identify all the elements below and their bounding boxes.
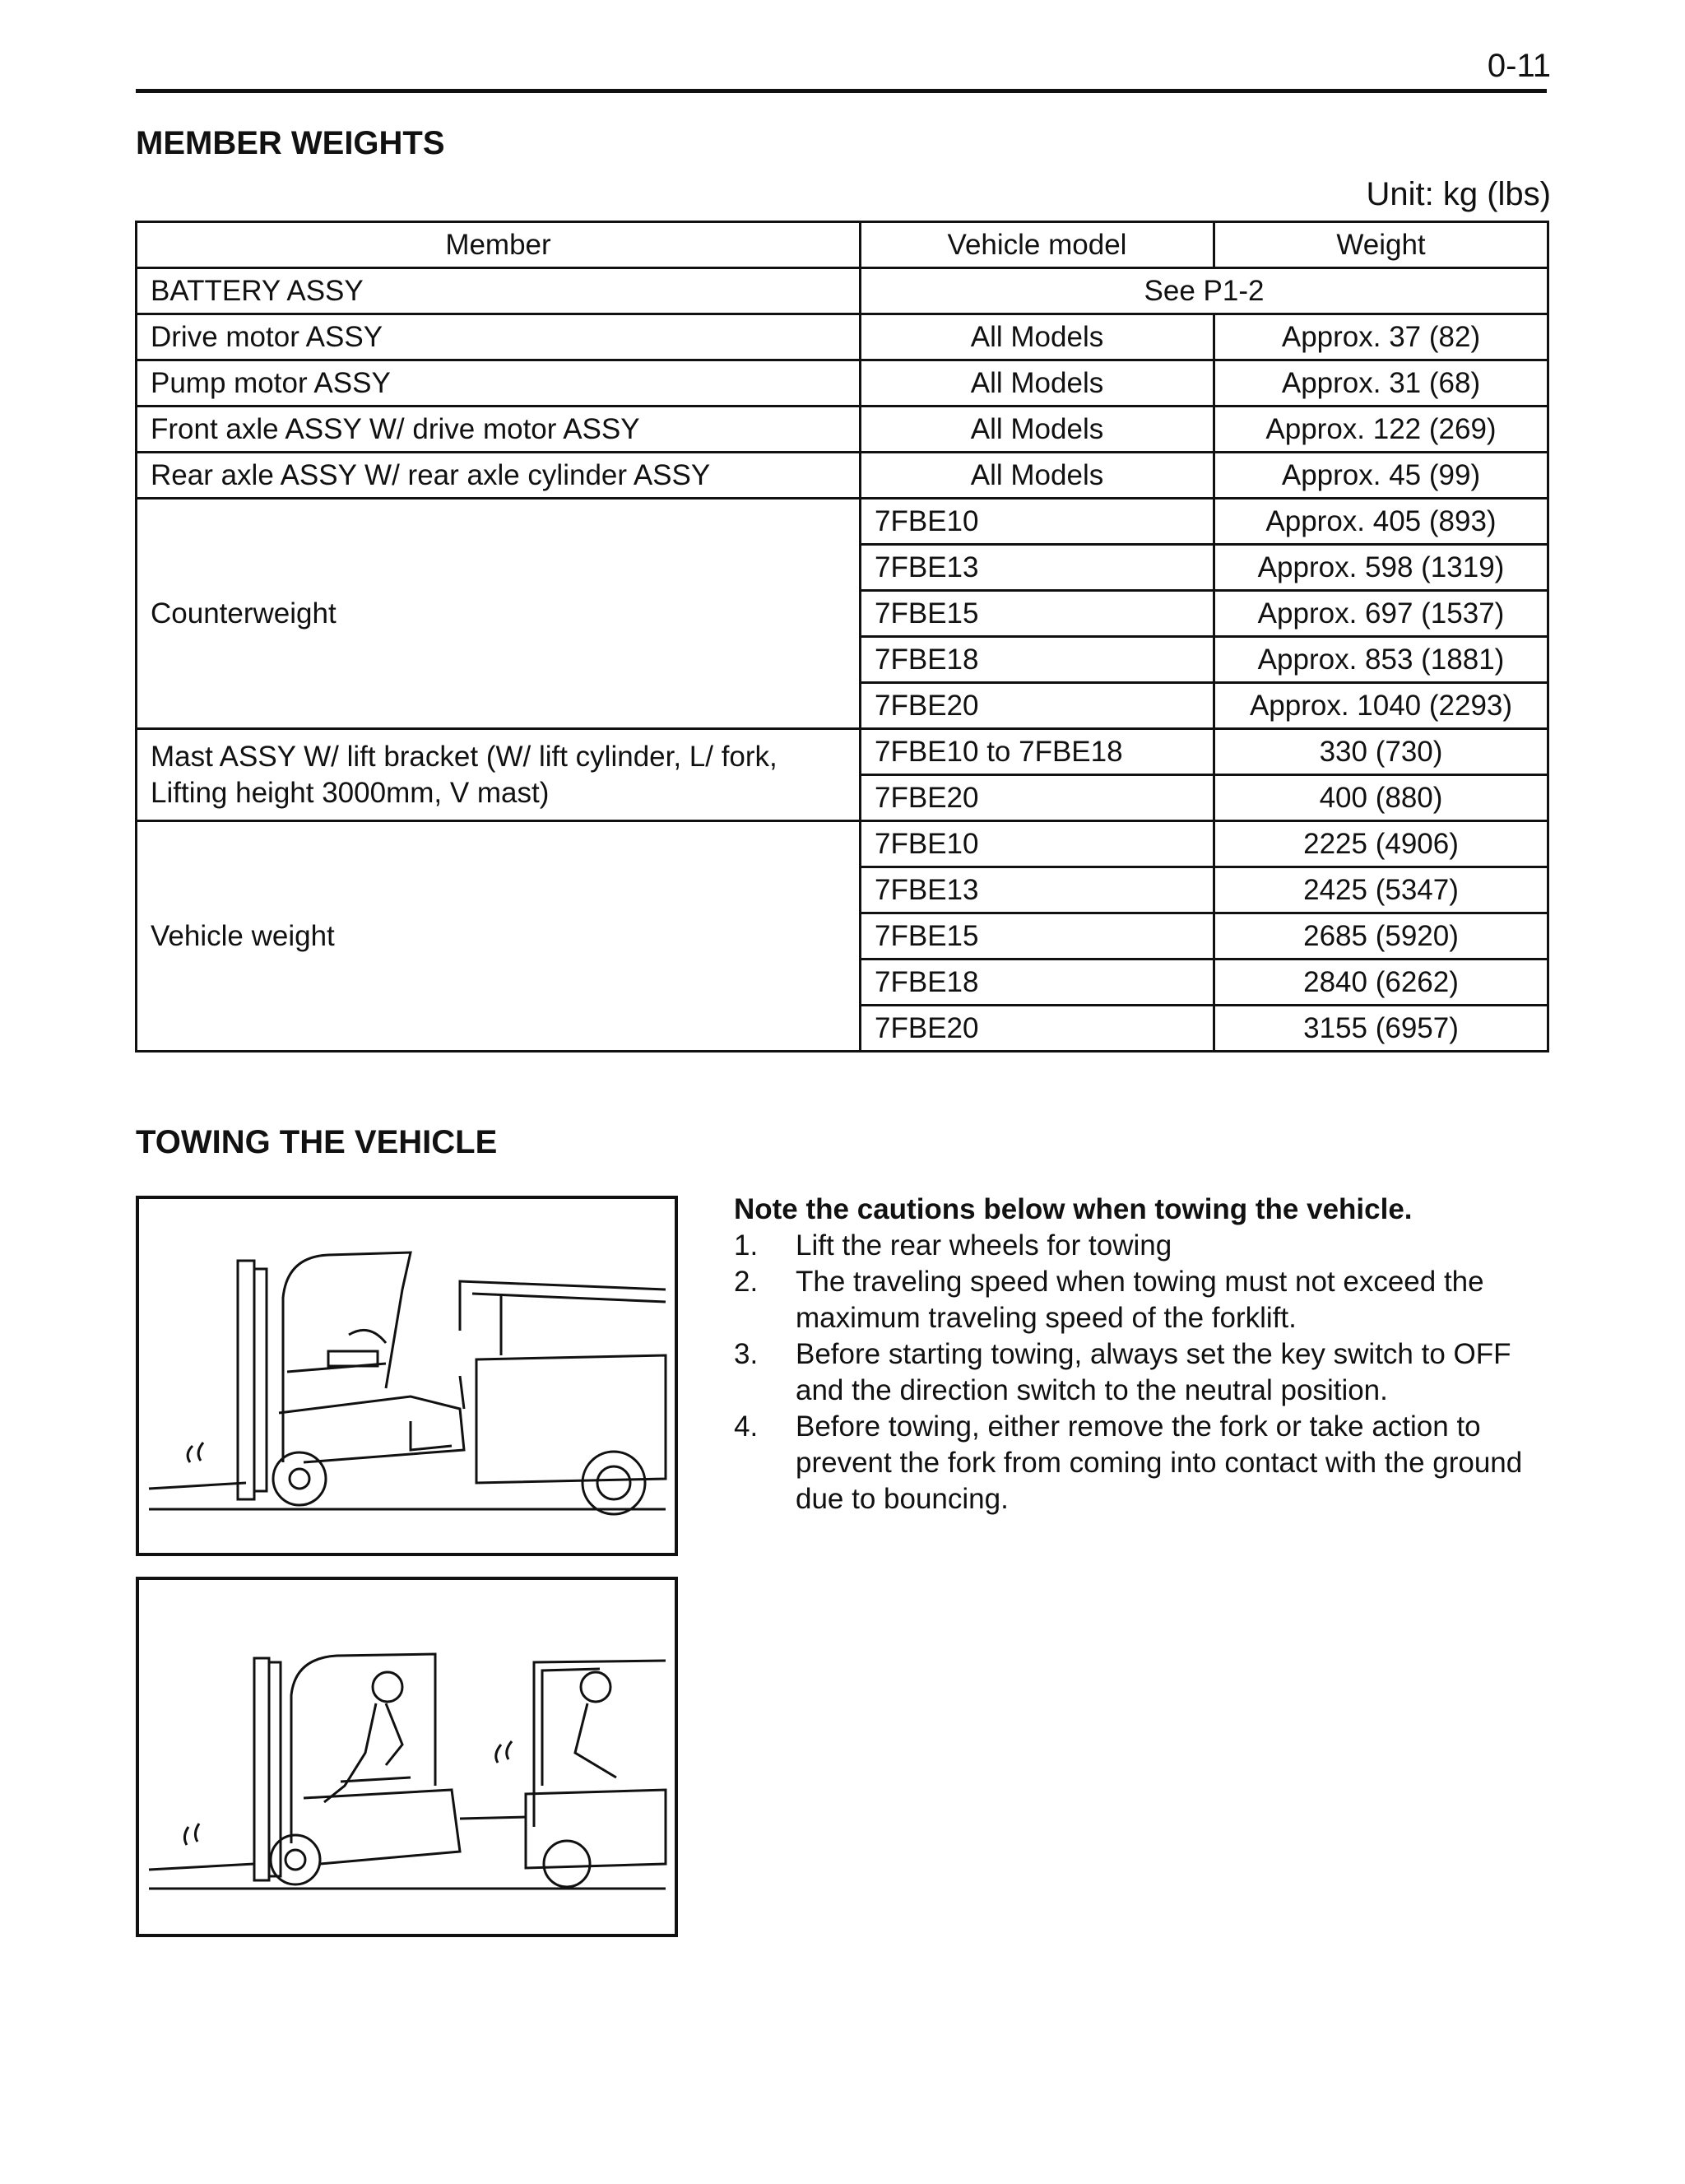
member-cell: Pump motor ASSY <box>137 360 861 407</box>
forklift-towed-by-truck-drawing <box>139 1199 675 1553</box>
model-cell: All Models <box>861 453 1214 499</box>
weight-cell: Approx. 45 (99) <box>1214 453 1548 499</box>
table-row <box>137 729 1548 775</box>
towing-notes-heading: Note the cautions below when towing the vehicle. <box>734 1193 1413 1225</box>
table-row <box>137 499 1548 545</box>
table-row <box>137 360 1548 407</box>
list-item-number: 2. <box>734 1266 759 1298</box>
weight-cell: Approx. 1040 (2293) <box>1214 683 1548 729</box>
header-member: Member <box>137 222 861 268</box>
list-item <box>734 1264 1548 1336</box>
weight-cell: 2225 (4906) <box>1214 821 1548 867</box>
weight-cell: Approx. 697 (1537) <box>1214 591 1548 637</box>
header-weight: Weight <box>1214 222 1548 268</box>
forklift-towed-by-forklift-drawing <box>139 1580 675 1934</box>
header-vehicle-model: Vehicle model <box>861 222 1214 268</box>
model-cell: 7FBE10 <box>861 821 1214 867</box>
model-cell: 7FBE18 <box>861 960 1214 1006</box>
weight-cell: Approx. 31 (68) <box>1214 360 1548 407</box>
weight-cell: Approx. 37 (82) <box>1214 314 1548 360</box>
weight-cell: 3155 (6957) <box>1214 1006 1548 1052</box>
model-cell: All Models <box>861 314 1214 360</box>
member-weights-table <box>135 221 1549 1053</box>
page-number: 0-11 <box>1487 48 1551 84</box>
weight-cell: Approx. 598 (1319) <box>1214 545 1548 591</box>
table-row <box>137 268 1548 314</box>
table-row <box>137 453 1548 499</box>
model-cell: 7FBE15 <box>861 591 1214 637</box>
towing-notes <box>734 1192 1548 1517</box>
member-cell: Front axle ASSY W/ drive motor ASSY <box>137 407 861 453</box>
list-item <box>734 1409 1548 1517</box>
model-cell: 7FBE15 <box>861 913 1214 960</box>
list-item <box>734 1228 1548 1264</box>
list-item-number: 1. <box>734 1229 759 1262</box>
weight-cell: 400 (880) <box>1214 775 1548 821</box>
model-cell: 7FBE13 <box>861 867 1214 913</box>
model-cell: 7FBE18 <box>861 637 1214 683</box>
weight-cell: Approx. 405 (893) <box>1214 499 1548 545</box>
header-rule <box>136 89 1547 93</box>
list-item <box>734 1336 1548 1409</box>
towing-forklift-illustration <box>136 1577 678 1937</box>
battery-note-cell: See P1-2 <box>861 268 1548 314</box>
table-header-row <box>137 222 1548 268</box>
list-item-number: 4. <box>734 1410 759 1443</box>
towing-lift-illustration <box>136 1196 678 1556</box>
list-item-text: The traveling speed when towing must not exceed the maximum traveling speed of the forklift. <box>796 1266 1484 1334</box>
table-row <box>137 407 1548 453</box>
member-weights-title: MEMBER WEIGHTS <box>136 125 445 161</box>
unit-label: Unit: kg (lbs) <box>1366 176 1551 212</box>
model-cell: 7FBE20 <box>861 683 1214 729</box>
member-cell: BATTERY ASSY <box>137 268 861 314</box>
list-item-text: Before towing, either remove the fork or take action to prevent the fork from coming into contact with the ground due to bouncing. <box>796 1410 1523 1515</box>
member-cell: Vehicle weight <box>137 821 861 1052</box>
model-cell: 7FBE20 <box>861 775 1214 821</box>
list-item-text: Before starting towing, always set the key switch to OFF and the direction switch to the neutral position. <box>796 1338 1511 1406</box>
weight-cell: 2685 (5920) <box>1214 913 1548 960</box>
model-cell: All Models <box>861 407 1214 453</box>
member-cell <box>137 729 861 821</box>
member-cell: Rear axle ASSY W/ rear axle cylinder ASSY <box>137 453 861 499</box>
mast-member-line2: Lifting height 3000mm, V mast) <box>151 776 550 809</box>
table-row <box>137 314 1548 360</box>
model-cell: 7FBE13 <box>861 545 1214 591</box>
model-cell: 7FBE10 to 7FBE18 <box>861 729 1214 775</box>
mast-member-line1: Mast ASSY W/ lift bracket (W/ lift cylinder, L/ fork, <box>151 740 778 773</box>
towing-title: TOWING THE VEHICLE <box>136 1124 498 1160</box>
model-cell: All Models <box>861 360 1214 407</box>
member-cell: Drive motor ASSY <box>137 314 861 360</box>
list-item-number: 3. <box>734 1338 759 1370</box>
weight-cell: 2840 (6262) <box>1214 960 1548 1006</box>
list-item-text: Lift the rear wheels for towing <box>796 1229 1172 1262</box>
member-cell: Counterweight <box>137 499 861 729</box>
weight-cell: 2425 (5347) <box>1214 867 1548 913</box>
weight-cell: Approx. 853 (1881) <box>1214 637 1548 683</box>
model-cell: 7FBE10 <box>861 499 1214 545</box>
towing-caution-list <box>734 1228 1548 1517</box>
table-row <box>137 821 1548 867</box>
model-cell: 7FBE20 <box>861 1006 1214 1052</box>
weight-cell: Approx. 122 (269) <box>1214 407 1548 453</box>
weight-cell: 330 (730) <box>1214 729 1548 775</box>
